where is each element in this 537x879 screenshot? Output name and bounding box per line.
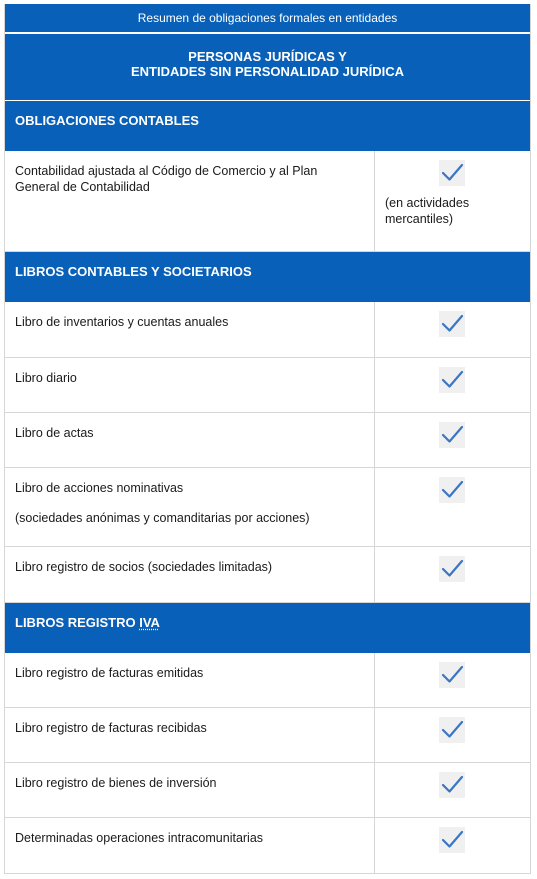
section-title: LIBROS CONTABLES Y SOCIETARIOS bbox=[15, 264, 252, 279]
section-header-obligaciones-contables bbox=[5, 101, 530, 151]
row-label bbox=[5, 763, 375, 817]
checkmark-icon bbox=[439, 422, 465, 448]
table-row bbox=[5, 818, 530, 874]
column-header-line-2: ENTIDADES SIN PERSONALIDAD JURÍDICA bbox=[130, 64, 405, 79]
row-label-text: Libro diario bbox=[15, 371, 77, 385]
section-header-libros-registro-iva bbox=[5, 603, 530, 653]
section-title-prefix: LIBROS REGISTRO bbox=[15, 615, 140, 630]
checkmark-icon bbox=[439, 717, 465, 743]
row-label bbox=[5, 708, 375, 762]
checkmark-icon bbox=[439, 556, 465, 582]
row-mark-cell bbox=[375, 413, 530, 467]
row-label-text: Determinadas operaciones intracomunitarias bbox=[15, 831, 264, 845]
row-label-text: Libro de inventarios y cuentas anuales bbox=[15, 315, 229, 329]
checkmark-icon bbox=[439, 662, 465, 688]
section-title: OBLIGACIONES CONTABLES bbox=[15, 113, 199, 128]
row-mark-cell bbox=[375, 468, 530, 546]
row-mark-cell bbox=[375, 547, 530, 602]
row-mark-cell bbox=[375, 763, 530, 817]
table-row bbox=[5, 413, 530, 468]
row-label bbox=[5, 358, 375, 412]
row-label-text: Libro registro de bienes de inversión bbox=[15, 776, 217, 790]
row-label bbox=[5, 302, 375, 357]
column-header-line-1: PERSONAS JURÍDICAS Y bbox=[188, 49, 347, 64]
table-row bbox=[5, 302, 530, 358]
row-label-text: Libro registro de facturas recibidas bbox=[15, 721, 207, 735]
row-label-text: Libro de actas bbox=[15, 426, 94, 440]
section-header-libros-contables bbox=[5, 252, 530, 302]
table-row bbox=[5, 151, 530, 252]
row-label bbox=[5, 547, 375, 602]
table-caption bbox=[5, 4, 530, 34]
row-label bbox=[5, 151, 375, 251]
obligations-table bbox=[4, 4, 531, 874]
row-label bbox=[5, 818, 375, 873]
row-mark-cell bbox=[375, 151, 530, 251]
checkmark-icon bbox=[439, 772, 465, 798]
table-row bbox=[5, 547, 530, 603]
row-mark-cell bbox=[375, 653, 530, 707]
caption-text: Resumen de obligaciones formales en entidades bbox=[137, 11, 398, 25]
table-row bbox=[5, 468, 530, 547]
table-row bbox=[5, 708, 530, 763]
row-label-text: Libro registro de socios (sociedades limitadas) bbox=[15, 560, 273, 574]
row-sublabel: (sociedades anónimas y comanditarias por acciones) bbox=[15, 511, 310, 525]
row-mark-cell bbox=[375, 302, 530, 357]
row-label-text: Libro de acciones nominativas bbox=[15, 481, 184, 495]
row-label-text: Contabilidad ajustada al Código de Comercio y al Plan General de Contabilidad bbox=[15, 164, 318, 194]
checkmark-icon bbox=[439, 477, 465, 503]
table-row bbox=[5, 653, 530, 708]
row-mark-cell bbox=[375, 708, 530, 762]
row-label bbox=[5, 653, 375, 707]
column-header bbox=[5, 34, 530, 101]
row-note: (en actividades mercantiles) bbox=[385, 196, 470, 226]
checkmark-icon bbox=[439, 367, 465, 393]
section-title-abbr: IVA bbox=[139, 615, 160, 630]
row-label bbox=[5, 413, 375, 467]
checkmark-icon bbox=[439, 827, 465, 853]
row-label-text: Libro registro de facturas emitidas bbox=[15, 666, 204, 680]
table-row bbox=[5, 358, 530, 413]
row-label bbox=[5, 468, 375, 546]
table-row bbox=[5, 763, 530, 818]
checkmark-icon bbox=[439, 311, 465, 337]
row-mark-cell bbox=[375, 818, 530, 873]
checkmark-icon bbox=[439, 160, 465, 186]
row-mark-cell bbox=[375, 358, 530, 412]
